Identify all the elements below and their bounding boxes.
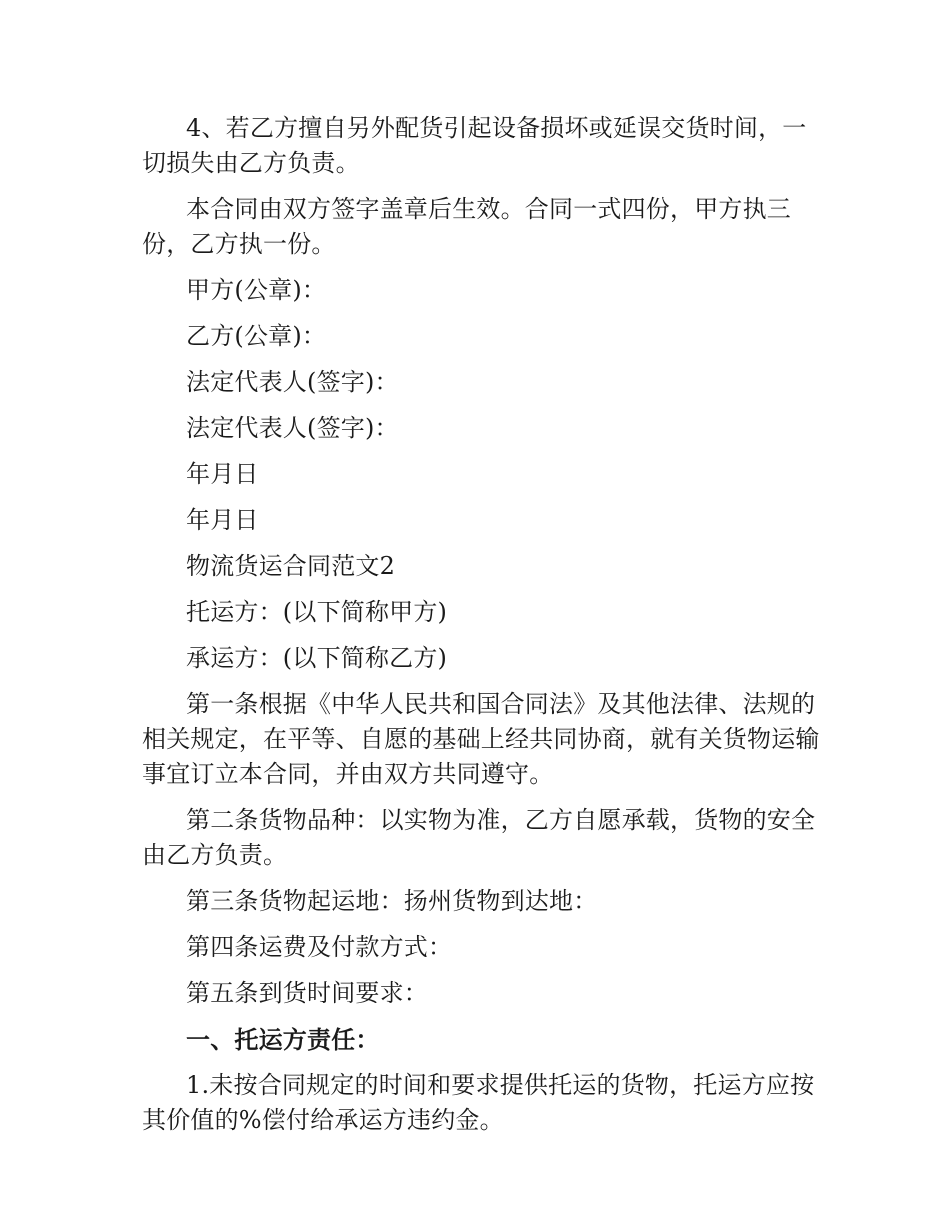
- paragraph: 第三条货物起运地：扬州货物到达地：: [186, 887, 598, 915]
- paragraph: 年月日: [186, 506, 259, 534]
- paragraph: 托运方：(以下简称甲方): [186, 598, 448, 626]
- paragraph: 第一条根据《中华人民共和国合同法》及其他法律、法规的相关规定，在平等、自愿的基础上经共同协商，就有关货物运输事宜订立本合同，并由双方共同遵守。: [142, 690, 820, 788]
- paragraph: 乙方(公章)：: [186, 322, 327, 350]
- document-body: [142, 111, 822, 1149]
- paragraph: 第四条运费及付款方式：: [186, 933, 453, 961]
- paragraph: 法定代表人(签字)：: [186, 414, 399, 442]
- paragraph: 年月日: [186, 460, 259, 488]
- paragraph: 法定代表人(签字)：: [186, 368, 399, 396]
- paragraph: 4、若乙方擅自另外配货引起设备损坏或延误交货时间，一切损失由乙方负责。: [142, 114, 807, 177]
- paragraph: 1.未按合同规定的时间和要求提供托运的货物，托运方应按其价值的%偿付给承运方违约金。: [142, 1071, 815, 1134]
- paragraph: 承运方：(以下简称乙方): [186, 644, 448, 672]
- paragraph: 第五条到货时间要求：: [186, 979, 428, 1007]
- paragraph: 第二条货物品种：以实物为准，乙方自愿承载，货物的安全由乙方负责。: [142, 806, 816, 869]
- section-title: 物流货运合同范文2: [186, 552, 396, 580]
- paragraph: 本合同由双方签字盖章后生效。合同一式四份，甲方执三份，乙方执一份。: [142, 195, 791, 258]
- section-heading: 一、托运方责任：: [186, 1025, 380, 1054]
- paragraph: 甲方(公章)：: [186, 276, 327, 304]
